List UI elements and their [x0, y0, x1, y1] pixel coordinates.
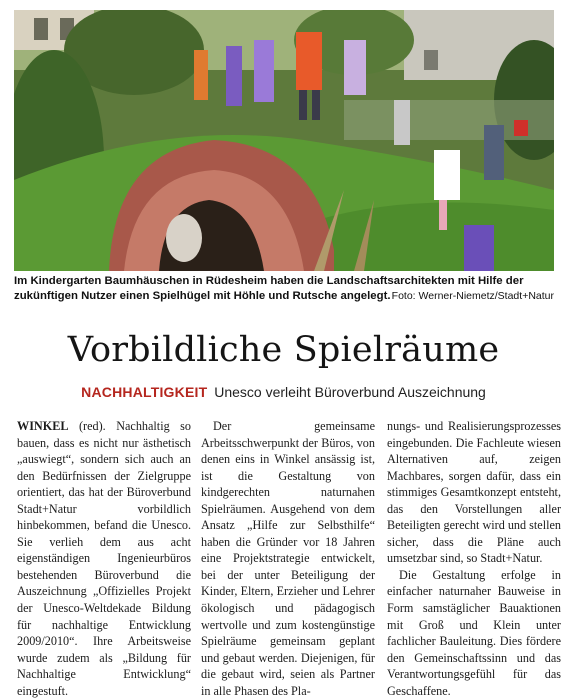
article-photo [14, 10, 554, 271]
column-1-text: (red). Nachhaltig so bauen, dass es nicht nur ästhetisch „auswiegt“, sondern sich auch an den Bedürfnissen der Zielgruppe orientiert, das hat der Büroverbund Stadt+Natur vorbildlich hinbekommen, befand die Unesco. Sie verlieh dem aus acht eigenständigen Ingenieurbüros bestehenden Büroverbund die Auszeichnung „Offizielles Projekt der Unesco-Weltdekade Bildung für nachhaltige Entwicklung 2009/2010“. Ihre Arbeitsweise wurde zudem als „Bildung für Nachhaltige Entwicklung“ eingestuft. [17, 419, 191, 698]
caption-text: Im Kindergarten Baumhäuschen in Rüdesheim haben die Landschaftsarchitekten mit Hilfe der zukünftigen Nutzer einen Spielhügel mit Höhle und Rutsche angelegt. [14, 275, 524, 302]
column-3-paragraph-2: Die Gestaltung erfolge in einfacher naturnaher Bauweise in Form samstäglicher Bauaktionen mit Groß und Klein unter fachlicher Bauleitung. Dies fördere den Gemeinschaftssinn und das Verantwortungsgefühl für das Geschaffene. [387, 567, 561, 698]
article-headline: Vorbildliche Spielräume [67, 330, 500, 370]
article-kicker: NACHHALTIGKEIT [81, 384, 208, 400]
article-column-1 [17, 418, 191, 699]
article-column-3 [387, 418, 561, 699]
article-dateline: WINKEL [17, 419, 69, 433]
column-3-paragraph-1: nungs- und Realisierungsprozesses eingebunden. Die Fachleute wiesen Alternativen auf, zeigen Machbares, sorgen dafür, dass ein stimmiges Gesamtkonzept entsteht, das den Vorstellungen aller Beteiligten gerecht wird und stellen sicher, dass die Pläne auch umsetzbar sind, so Stadt+Natur. [387, 419, 561, 566]
playground-photo-icon [14, 10, 554, 271]
article-column-2 [201, 418, 375, 699]
photo-credit: Foto: Werner-Niemetz/Stadt+Natur [391, 289, 554, 302]
column-2-text: Der gemeinsame Arbeitsschwerpunkt der Büros, von denen eins in Winkel ansässig ist, ist die Gestaltung von kindgerechten naturnahen Spielräumen. Ausgehend von dem Ansatz „Hilfe zur Selbsthilfe“ haben die Gründer vor 18 Jahren eine Projektstrategie entwickelt, bei der unter Beteiligung der Kinder, Eltern, Erzieher und Lehrer ökologisch und pädagogisch wertvolle und zum kostengünstige Spielräume gemeinsam geplant und gebaut werden. Diejenigen, für die gebaut wird, seien als Partner in alle Phasen des Pla- [201, 419, 375, 698]
article-subheadline: Unesco verleiht Büroverbund Auszeichnung [214, 384, 486, 400]
article-body [17, 418, 561, 698]
photo-caption [14, 274, 554, 303]
article-subline [0, 384, 567, 400]
